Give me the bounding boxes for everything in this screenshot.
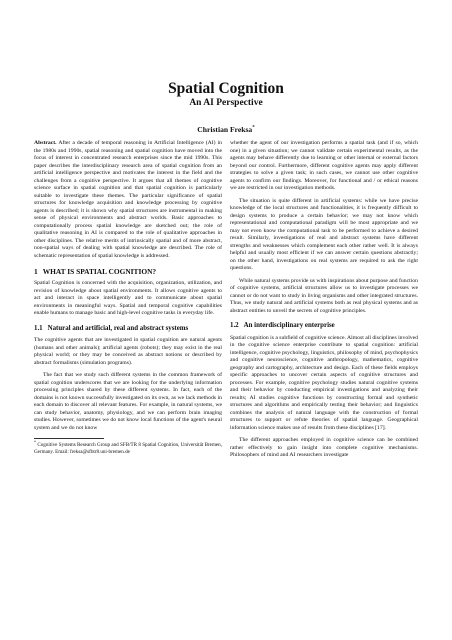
right-column bbox=[230, 140, 418, 465]
abstract-text: After a decade of temporal reasoning in Artificial Intelligence (AI) in the 1980s and 1990s, spatial reasoning and spatial cognition have moved into the focus of interest in concentrated research enterprises since the mid 1990s. This paper describes the interdisciplinary research area of spatial cognition from an artificial intelligence perspective and motivates the interest in the field and the challenges from a cognitive perspective. It argues that all themes of cognitive science surface in spatial cognition and that spatial cognition is particularly suitable to investigate these themes. The particular significance of spatial structures for knowledge acquisition and knowledge processing by cognitive agents is described; it is shown why spatial structures are instrumental in making sense of physical environments and abstract worlds. Basic approaches to computationally process spatial knowledge are sketched out; the role of qualitative reasoning in AI is compared to the role of qualitative approaches in other disciplines. The relative merits of intrinsically spatial and of more abstract, non-spatial ways of dealing with spatial knowledge are described. The role of schematic representation of spatial knowledge is addressed. bbox=[34, 140, 222, 259]
section-1-2-paragraph-1: Spatial cognition is a subfield of cognitive science. Almost all disciplines involved in the cognitive science enterprise contribute to spatial cognition: artificial intelligence, cognitive psychology, linguistics, philosophy of mind, psychophysics and cognitive neuroscience, cognitive anthropology, mathematics, cognitive geography and cartography, architecture and design. Each of these fields employs specific approaches to uncover certain aspects of cognitive structures and processes. For example, cognitive psychology studies natural cognitive systems and their behavior by conducting empirical investigations and analyzing their results; AI studies cognitive functions by constructing formal and synthetic structures and algorithms and empirically testing their behavior; and linguistics combines the analysis of natural language with the construction of formal structures to support or refute theories of spatial language. Geographical information science makes use of results from these disciplines [17]. bbox=[230, 334, 418, 431]
footnote-text: Cognitive Systems Research Group and SFB/TR 8 Spatial Cognition, Universität Bremen, Germany. Email: freksa@sfbtr8.uni-bremen.de bbox=[34, 442, 222, 455]
author-line bbox=[0, 125, 452, 134]
right-paragraph-1: whether the agent of our investigation performs a spatial task (and if so, which one) in a given situation; we cannot validate certain experimental results, as the agents may behave differently due to learning or other internal or external factors beyond our control. Furthermore, different cognitive agents may apply different strategies to solve a given task; in such cases, we cannot use other cognitive agents to confirm our findings. Moreover, for functional and / or ethical reasons we are restricted in our investigation methods. bbox=[230, 140, 418, 191]
right-paragraph-3: While natural systems provide us with inspirations about purpose and function of cognitive systems, artificial structures allow us to investigate processes we cannot or do not want to study in living organisms and other integrated structures. Thus, we study natural and artificial systems both as real physical systems and as abstract entities to unveil the secrets of cognitive principles. bbox=[230, 277, 418, 314]
section-1-2-number: 1.2 bbox=[230, 322, 239, 329]
section-1-1-number: 1.1 bbox=[34, 324, 43, 332]
section-1-number: 1 bbox=[34, 267, 38, 276]
author-footnote-mark: * bbox=[252, 125, 255, 131]
paper-subtitle: An AI Perspective bbox=[189, 98, 263, 108]
left-column bbox=[34, 140, 222, 460]
section-1-2-title: An interdisciplinary enterprise bbox=[243, 322, 335, 329]
footnote-mark: * bbox=[34, 439, 36, 445]
section-1-1-paragraph-2: The fact that we study such different systems in the common framework of spatial cognition underscores that we are looking for the underlying information processing principles shared by these different systems. In fact, each of the domains is not known successfully investigated on its own, as we lack methods in each domain to discover all relevant features. For example, in natural systems, we can study behavior, anatomy, physiology, and we can perform brain imaging studies. However, sometimes we do not know local functions of the agent's neural system and we do not know bbox=[34, 372, 222, 431]
section-1-1-title: Natural and artificial, real and abstract systems bbox=[47, 324, 189, 332]
footnote bbox=[34, 439, 222, 455]
right-paragraph-2: The situation is quite different in artificial systems: while we have precise knowledge of the local structures and functionalities, it is frequently difficult to design systems to produce a certain behavior; we may not know which representational and computational paradigm will be most appropriate and we may not even know the computational task to be performed to achieve a desired result. Similarly, investigations of real and abstract systems have different strengths and weaknesses which complement each other rather well. It is always helpful and usually most efficient if we can answer certain questions abstractly; on the other hand, investigations on real systems are required to ask the right questions. bbox=[230, 197, 418, 271]
section-1-paragraph: Spatial Cognition is concerned with the acquisition, organization, utilization, and revision of knowledge about spatial environments. It allows cognitive agents to act and interact in space intelligently and to communicate about spatial environments in meaningful ways. Spatial and temporal cognitive capabilities enable humans to manage basic and high-level cognitive tasks in everyday life. bbox=[34, 280, 222, 316]
footnote-divider bbox=[34, 438, 104, 439]
section-1-heading bbox=[34, 267, 222, 276]
section-1-1-heading bbox=[34, 325, 222, 334]
abstract-label: Abstract. bbox=[34, 140, 57, 146]
section-1-1-paragraph-1: The cognitive agents that are investigated in spatial cognition are natural agents (humans and other animals); artificial agents (robots); they may exist in the real physical world; or they may be conceived as abstract notions or described by abstract formalisms (simulation programs). bbox=[34, 337, 222, 366]
section-1-2-heading bbox=[230, 322, 418, 331]
section-1-title: WHAT IS SPATIAL COGNITION? bbox=[42, 267, 157, 276]
paper-title: Spatial Cognition bbox=[168, 80, 284, 97]
author-name: Christian Freksa bbox=[197, 125, 253, 134]
abstract bbox=[34, 140, 222, 260]
section-1-2-paragraph-2: The different approaches employed in cognitive science can be combined rather effectively to gain insight into complete cognitive mechanisms. Philosophers of mind and AI researchers investigate bbox=[230, 437, 418, 458]
